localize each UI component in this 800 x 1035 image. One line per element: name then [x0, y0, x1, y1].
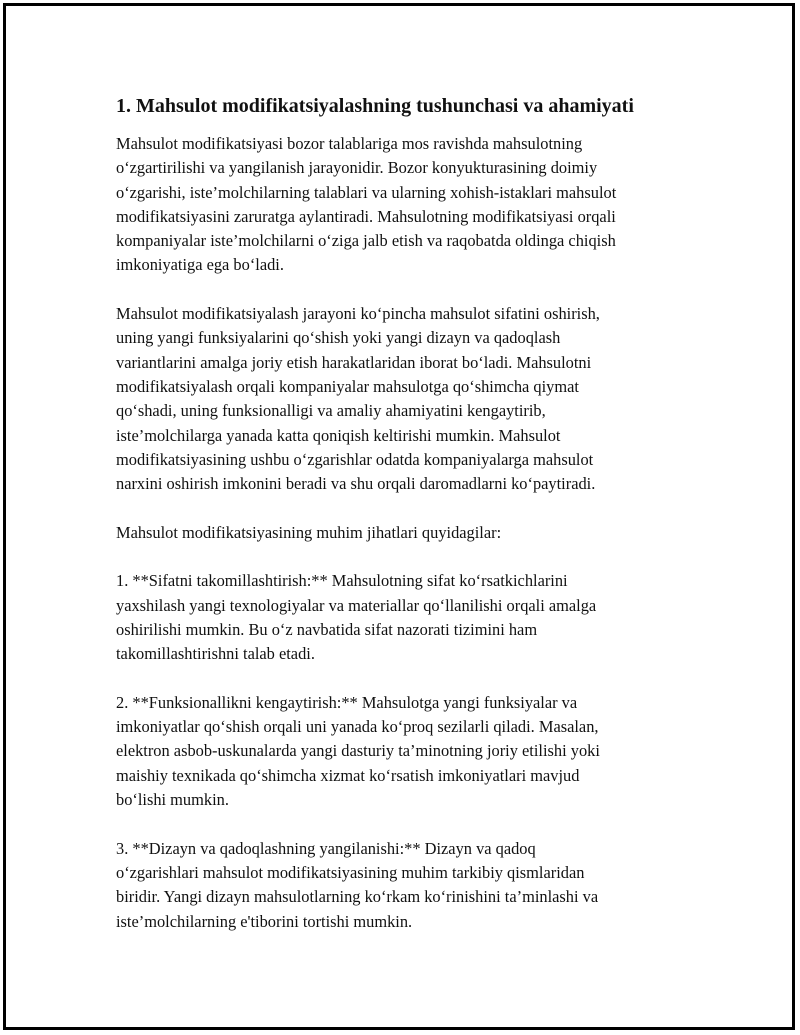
paragraph-aspects-intro [116, 521, 676, 545]
text-line: imkoniyatiga ega bo‘ladi. [116, 255, 284, 275]
text-line: oshirilishi mumkin. Bu o‘z navbatida sifat nazorati tizimini ham [116, 619, 538, 639]
text-line: modifikatsiyasini zaruratga aylantiradi. Mahsulotning modifikatsiyasi orqali [116, 206, 616, 226]
text-line: takomillashtirishni talab etadi. [116, 644, 315, 664]
paragraph-process [116, 302, 676, 496]
text-line: narxini oshirish imkonini beradi va shu orqali daromadlarni ko‘paytiradi. [116, 474, 596, 494]
text-line: yaxshilash yangi texnologiyalar va materiallar qo‘llanilishi orqali amalga [116, 595, 597, 615]
text-line: elektron asbob-uskunalarda yangi dasturiy ta’minotning joriy etilishi yoki [116, 741, 600, 761]
text-line: imkoniyatlar qo‘shish orqali uni yanada ko‘proq sezilarli qiladi. Masalan, [116, 717, 599, 737]
text-line: maishiy texnikada qo‘shimcha xizmat ko‘rsatish imkoniyatlari mavjud [116, 765, 580, 785]
text-line: modifikatsiyasining ushbu o‘zgarishlar odatda kompaniyalarga mahsulot [116, 449, 594, 469]
text-line: biridir. Yangi dizayn mahsulotlarning ko‘rkam ko‘rinishini ta’minlashi va [116, 887, 599, 907]
text-line: 2. **Funksionallikni kengaytirish:** Mahsulotga yangi funksiyalar va [116, 692, 578, 712]
list-item-quality [116, 569, 676, 666]
text-line: iste’molchilarning e'tiborini tortishi mumkin. [116, 911, 413, 931]
text-line: Mahsulot modifikatsiyalash jarayoni ko‘pincha mahsulot sifatini oshirish, [116, 304, 600, 324]
text-line: variantlarini amalga joriy etish harakatlaridan iborat bo‘ladi. Mahsulotni [116, 352, 592, 372]
document-body [116, 92, 676, 958]
text-line: Mahsulot modifikatsiyasi bozor talablariga mos ravishda mahsulotning [116, 134, 583, 153]
text-line: iste’molchilarga yanada katta qoniqish keltirishi mumkin. Mahsulot [116, 425, 561, 445]
paragraph-intro [116, 132, 676, 278]
section-heading: 1. Mahsulot modifikatsiyalashning tushunchasi va ahamiyati [116, 95, 634, 117]
text-line: o‘zgarishi, iste’molchilarning talablari va ularning xohish-istaklari mahsulot [116, 182, 617, 202]
text-line: modifikatsiyalash orqali kompaniyalar mahsulotga qo‘shimcha qiymat [116, 376, 579, 396]
text-line: 1. **Sifatni takomillashtirish:** Mahsulotning sifat ko‘rsatkichlarini [116, 571, 568, 591]
text-line: kompaniyalar iste’molchilarni o‘ziga jalb etish va raqobatda oldinga chiqish [116, 231, 616, 251]
text-line: bo‘lishi mumkin. [116, 790, 229, 810]
list-item-design [116, 837, 676, 934]
list-item-functionality [116, 691, 676, 812]
text-line: qo‘shadi, uning funksionalligi va amaliy ahamiyatini kengaytirib, [116, 401, 546, 421]
text-line: o‘zgarishlari mahsulot modifikatsiyasining muhim tarkibiy qismlaridan [116, 862, 585, 882]
text-line: Mahsulot modifikatsiyasining muhim jihatlari quyidagilar: [116, 522, 502, 542]
text-line: o‘zgartirilishi va yangilanish jarayonidir. Bozor konyukturasining doimiy [116, 158, 598, 178]
text-line: uning yangi funksiyalarini qo‘shish yoki yangi dizayn va qadoqlash [116, 328, 561, 348]
text-line: 3. **Dizayn va qadoqlashning yangilanishi:** Dizayn va qadoq [116, 838, 536, 858]
